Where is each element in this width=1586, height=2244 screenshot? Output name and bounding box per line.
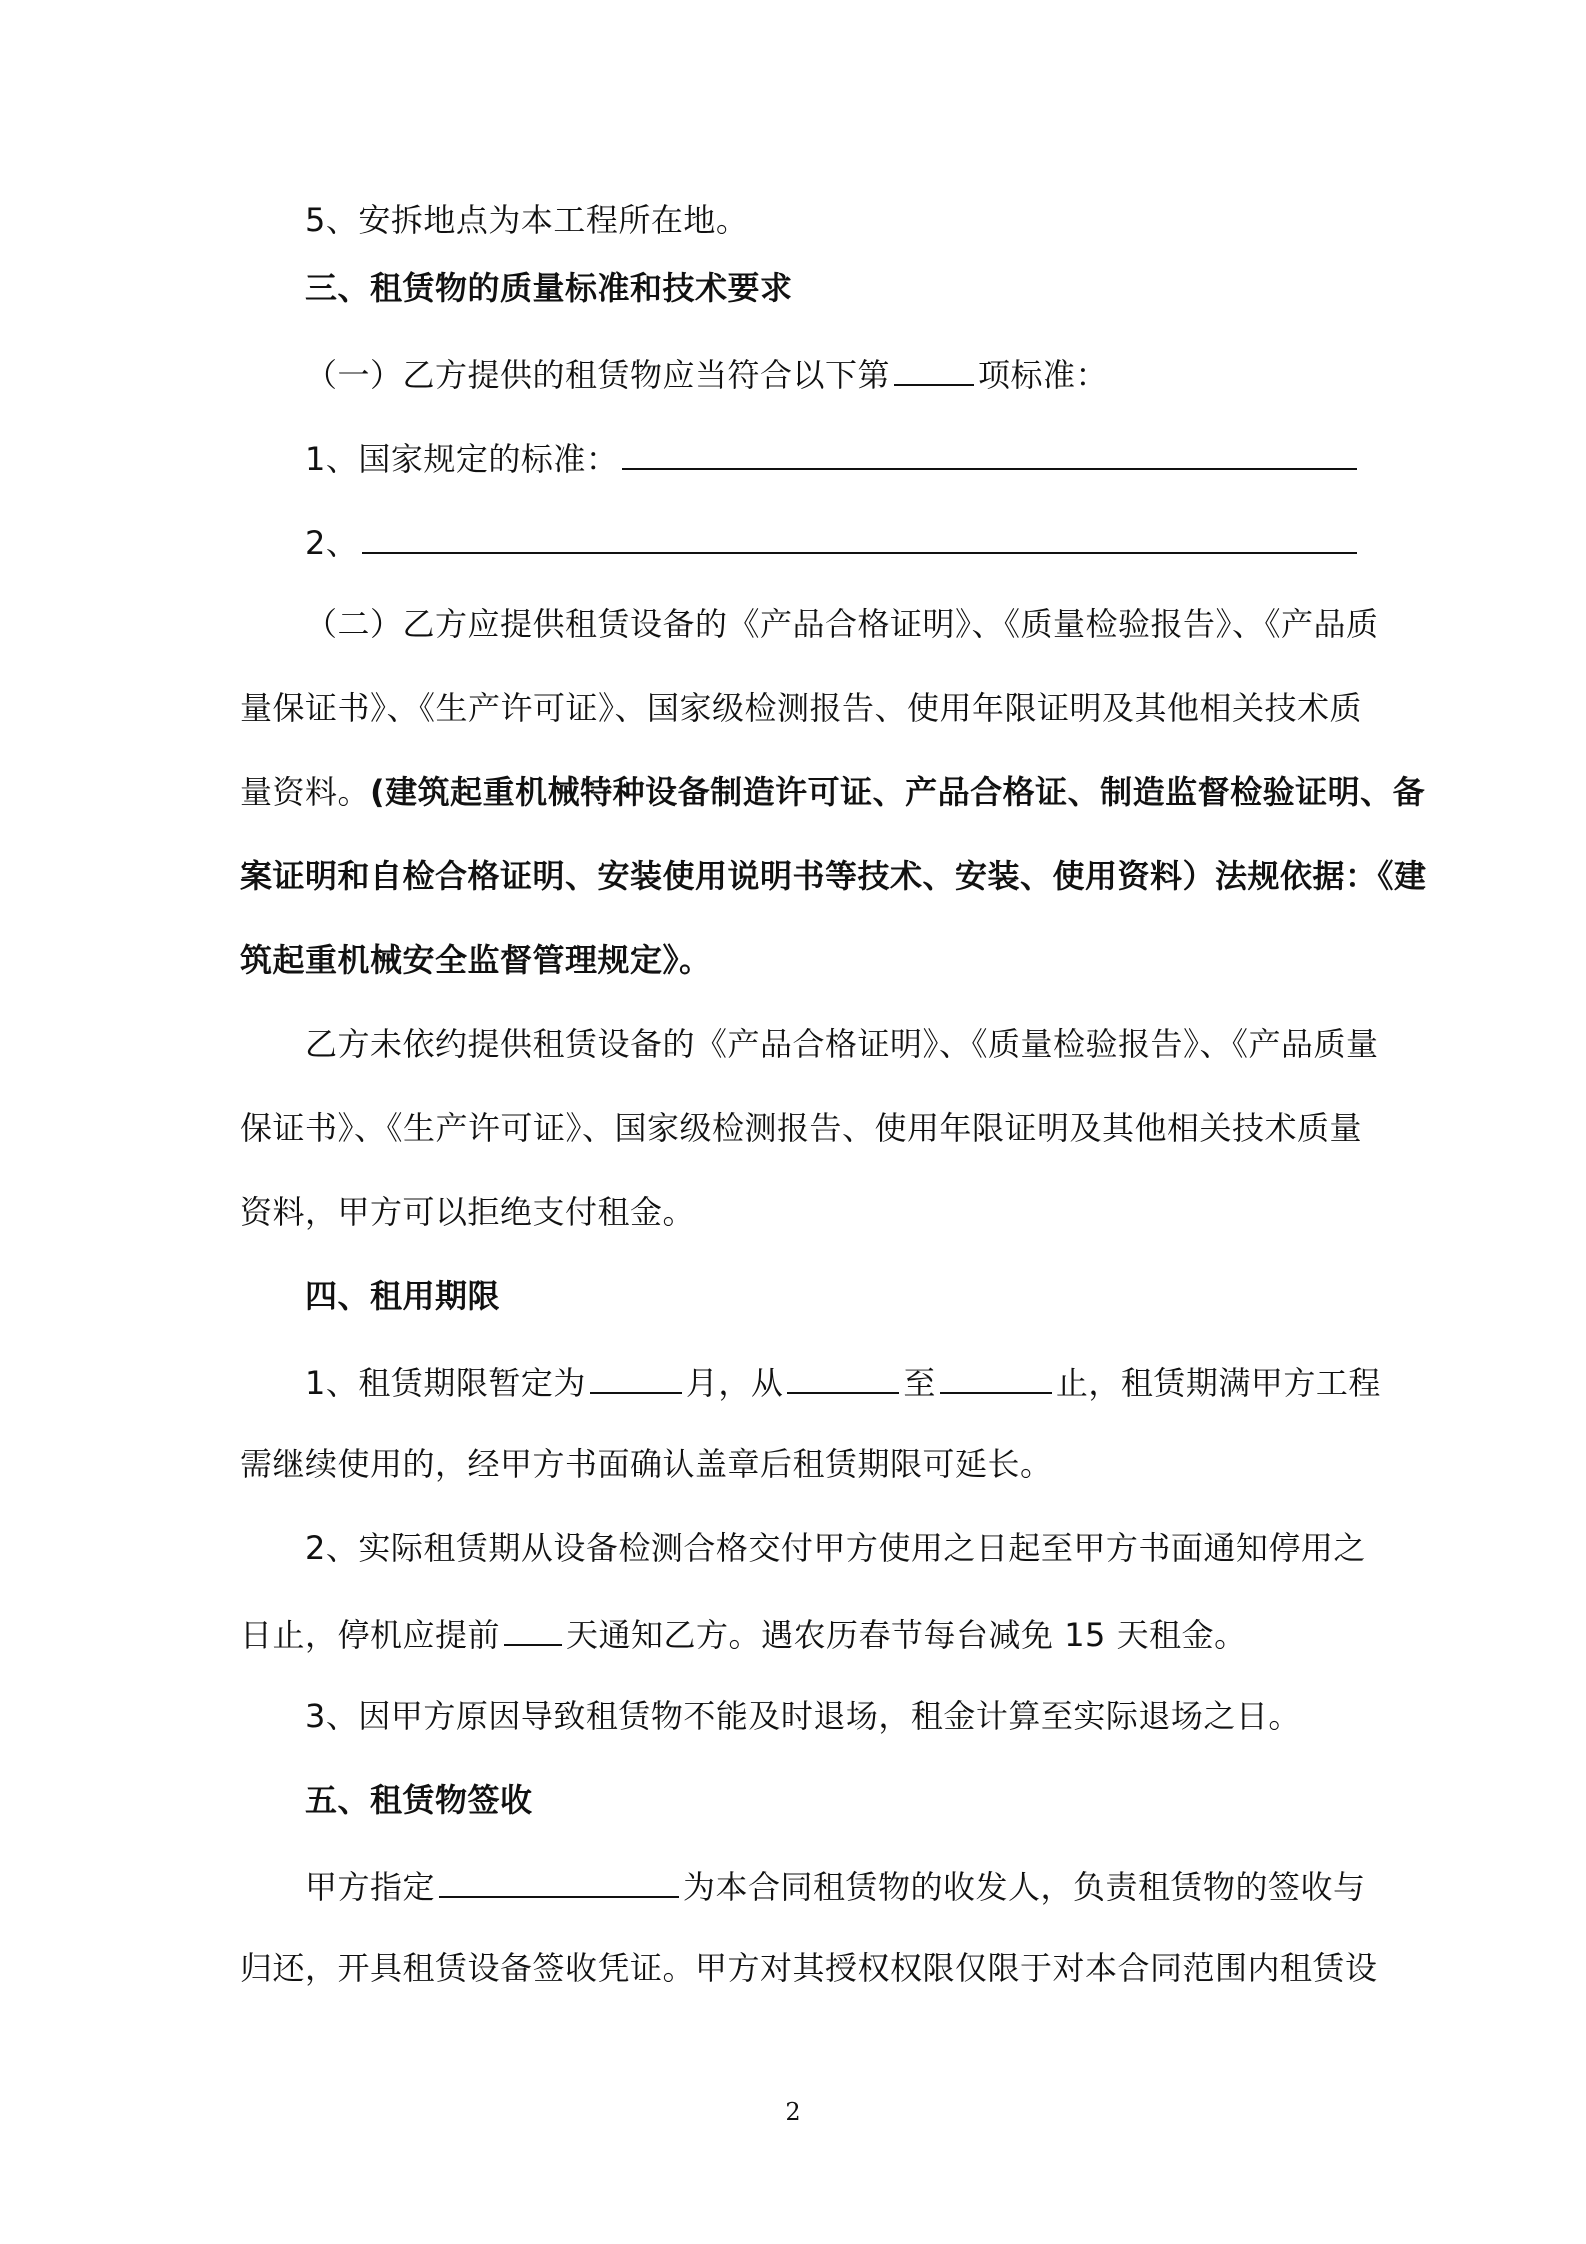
clause-3-3-line3: 资料，甲方可以拒绝支付租金。 bbox=[240, 1193, 696, 1231]
receiver-name-blank bbox=[439, 1862, 679, 1898]
standard-blank bbox=[894, 350, 974, 386]
clause-3-2-line1: （二）乙方应提供租赁设备的《产品合格证明》、《质量检验报告》、《产品质 bbox=[305, 605, 1379, 643]
clause-3-3-line1: 乙方未依约提供租赁设备的《产品合格证明》、《质量检验报告》、《产品质量 bbox=[305, 1025, 1379, 1063]
clause-4-2-line2: 日止，停机应提前 天通知乙方。遇农历春节每台减免 15 天租金。 bbox=[240, 1610, 1355, 1657]
clause-3-2-line4: 案证明和自检合格证明、安装使用说明书等技术、安装、使用资料）法规依据：《建 bbox=[240, 857, 1427, 895]
clause-4-1-line1: 1、租赁期限暂定为 月，从 至 止，租赁期满甲方工程 bbox=[305, 1358, 1355, 1405]
clause-3-2-line3: 量资料。(建筑起重机械特种设备制造许可证、产品合格证、制造监督检验证明、备 bbox=[240, 773, 1426, 811]
clause-4-1-line2: 需继续使用的，经甲方书面确认盖章后租赁期限可延长。 bbox=[240, 1445, 1053, 1483]
item-5-location: 5、安拆地点为本工程所在地。 bbox=[305, 201, 749, 239]
section-5-heading: 五、租赁物签收 bbox=[305, 1781, 533, 1819]
clause-3-2-line5: 筑起重机械安全监督管理规定》。 bbox=[240, 941, 712, 979]
item-2-other-standard: 2、 bbox=[305, 518, 1355, 565]
item-1-national-standard: 1、国家规定的标准： bbox=[305, 434, 1355, 481]
clause-4-2-line1: 2、实际租赁期从设备检测合格交付甲方使用之日起至甲方书面通知停用之 bbox=[305, 1529, 1366, 1567]
other-standard-blank bbox=[362, 518, 1357, 554]
end-date-blank bbox=[940, 1358, 1052, 1394]
start-date-blank bbox=[787, 1358, 899, 1394]
clause-5-line2: 归还，开具租赁设备签收凭证。甲方对其授权权限仅限于对本合同范围内租赁设 bbox=[240, 1949, 1378, 1987]
clause-4-3: 3、因甲方原因导致租赁物不能及时退场，租金计算至实际退场之日。 bbox=[305, 1697, 1301, 1735]
clause-3-3-line2: 保证书》、《生产许可证》、国家级检测报告、使用年限证明及其他相关技术质量 bbox=[240, 1109, 1363, 1147]
clause-3-1: （一）乙方提供的租赁物应当符合以下第 项标准： bbox=[305, 350, 1355, 397]
page-number: 2 bbox=[785, 2098, 801, 2126]
months-blank bbox=[590, 1358, 682, 1394]
clause-3-2-line2: 量保证书》、《生产许可证》、国家级检测报告、使用年限证明及其他相关技术质 bbox=[240, 689, 1363, 727]
section-3-heading: 三、租赁物的质量标准和技术要求 bbox=[305, 269, 793, 307]
notice-days-blank bbox=[504, 1610, 562, 1646]
clause-5-line1: 甲方指定 为本合同租赁物的收发人，负责租赁物的签收与 bbox=[305, 1862, 1355, 1909]
section-4-heading: 四、租用期限 bbox=[305, 1277, 501, 1315]
national-standard-blank bbox=[622, 434, 1357, 470]
